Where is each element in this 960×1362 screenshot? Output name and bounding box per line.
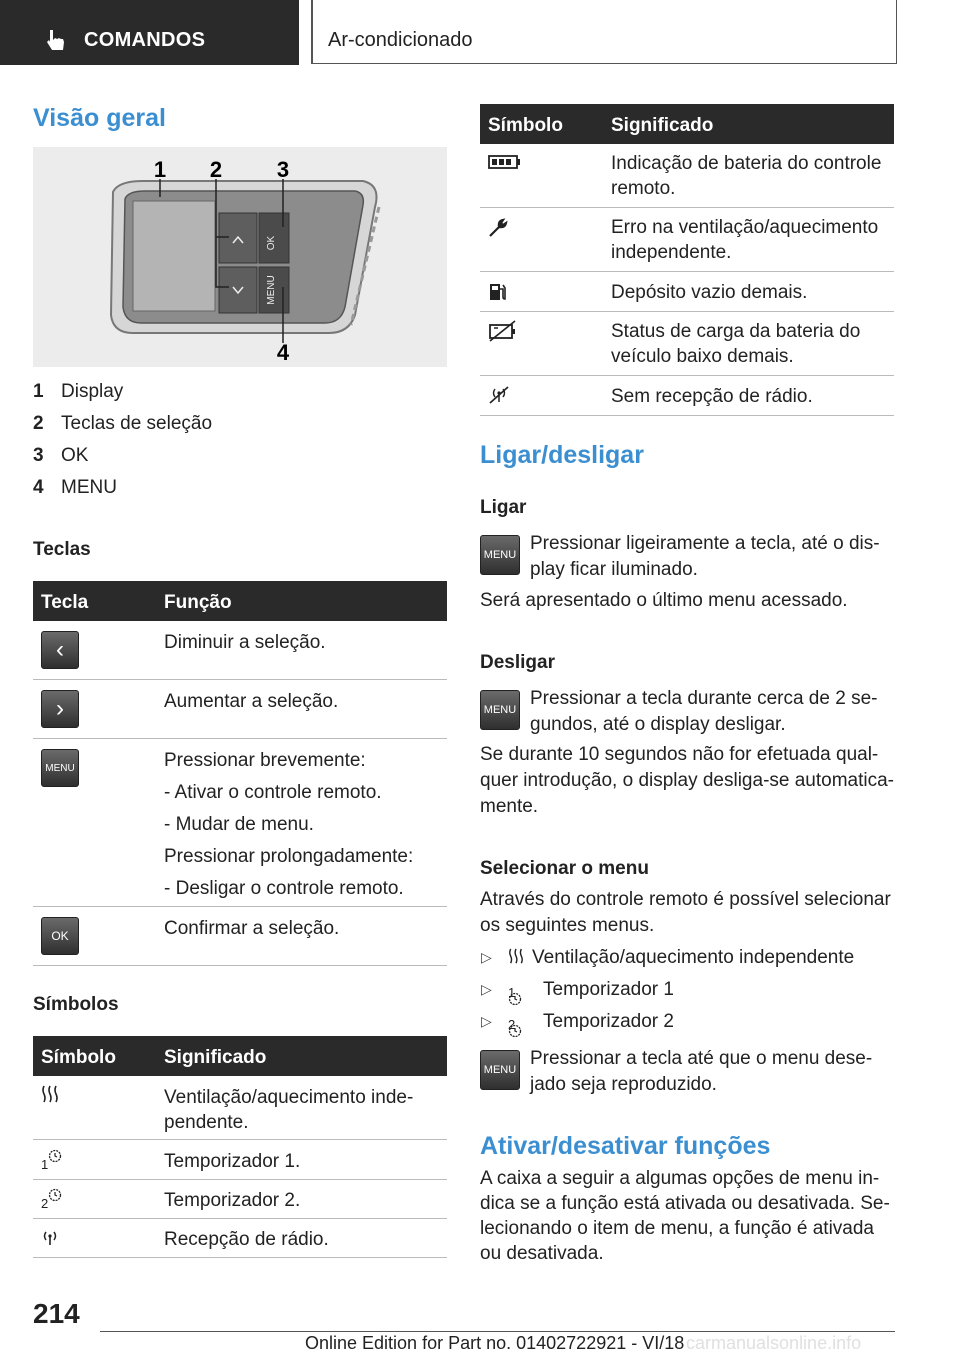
ventilation-icon (508, 948, 524, 966)
symbol-meaning: pendente. (164, 1112, 249, 1133)
legend-text: Teclas de seleção (61, 413, 213, 434)
key-function: - Ativar o controle remoto. (164, 782, 382, 803)
page-number: 214 (33, 1298, 80, 1329)
footer-divider (100, 1331, 895, 1332)
hand-pointer-icon (44, 28, 68, 54)
key-function: Pressionar prolongadamente: (164, 846, 414, 867)
left-key-icon: ‹ (41, 631, 79, 669)
off-instruction: gundos, até o display desligar. (530, 714, 786, 735)
table-row (33, 739, 447, 907)
symbols-col-symbol: Símbolo (41, 1047, 116, 1068)
menu-key-icon: MENU (41, 749, 79, 787)
legend-number: 4 (33, 477, 44, 498)
fob-ok-label: OK (266, 235, 277, 251)
toggle-functions-body: ou desativada. (480, 1243, 604, 1264)
select-menu-instruction: Pressionar a tecla até que o menu dese- (530, 1048, 873, 1069)
symbol-meaning: Temporizador 2. (164, 1190, 301, 1211)
symbol-meaning: Status de carga da bateria do (611, 321, 861, 342)
key-function: Aumentar a seleção. (164, 691, 339, 712)
key-function: Diminuir a seleção. (164, 632, 326, 653)
off-result: mente. (480, 796, 539, 817)
off-result: quer introdução, o display desliga-se automatica- (480, 770, 895, 791)
symbols-col-meaning: Significado (164, 1047, 267, 1068)
symbol-meaning: independente. (611, 242, 732, 263)
bullet-marker: ▷ (481, 981, 492, 997)
fob-label-2: 2 (209, 157, 223, 182)
legend-number: 1 (33, 381, 44, 402)
table-row (480, 272, 894, 312)
off-heading: Desligar (480, 652, 555, 673)
toggle-functions-body: dica se a função está ativada ou desativada. Se- (480, 1193, 890, 1214)
fob-label-1: 1 (153, 157, 167, 182)
toggle-functions-title: Ativar/desativar funções (480, 1132, 771, 1160)
table-row (480, 376, 894, 416)
symbol-meaning: Ventilação/aquecimento inde- (164, 1087, 414, 1108)
bullet-marker: ▷ (481, 1013, 492, 1029)
table-row (33, 1140, 447, 1180)
wrench-icon (488, 218, 508, 238)
select-menu-intro: Através do controle remoto é possível selecionar (480, 889, 891, 910)
on-heading: Ligar (480, 497, 527, 518)
chapter-title: Ar-condicionado (328, 29, 473, 51)
table-row (33, 680, 447, 739)
on-result: Será apresentado o último menu acessado. (480, 590, 848, 611)
edition-text: Online Edition for Part no. 01402722921 - VI/18 (305, 1333, 685, 1353)
timer-1-icon: 1 (508, 985, 522, 1017)
off-instruction: Pressionar a tecla durante cerca de 2 se- (530, 688, 878, 709)
right-key-icon: › (41, 690, 79, 728)
key-function: - Mudar de menu. (164, 814, 314, 835)
chapter-tab (311, 0, 897, 64)
timer-2-icon: 2 (41, 1188, 62, 1207)
bullet-text: Temporizador 1 (543, 979, 674, 1000)
keys-col-key: Tecla (41, 592, 89, 613)
table-row (33, 621, 447, 680)
radio-reception-icon (41, 1229, 59, 1247)
watermark: carmanualsonline.info (686, 1333, 862, 1353)
bullet-text: Temporizador 2 (543, 1011, 674, 1032)
on-instruction: Pressionar ligeiramente a tecla, até o dis- (530, 533, 880, 554)
off-result: Se durante 10 segundos não for efetuada qual- (480, 744, 879, 765)
symbols-heading: Símbolos (33, 994, 119, 1015)
symbol-meaning: veículo baixo demais. (611, 346, 794, 367)
select-menu-heading: Selecionar o menu (480, 858, 649, 879)
section-tab (0, 0, 299, 65)
bullet-text: Ventilação/aquecimento independente (532, 947, 855, 968)
table-row (33, 1180, 447, 1219)
section-title: COMANDOS (84, 29, 206, 51)
menu-key-icon: MENU (480, 1050, 520, 1090)
select-menu-instruction: jado seja reproduzido. (530, 1074, 717, 1095)
battery-icon (488, 154, 522, 170)
table-row (33, 1219, 447, 1258)
on-off-title: Ligar/desligar (480, 441, 644, 469)
toggle-functions-body: lecionando o item de menu, a função é ativada (480, 1218, 874, 1239)
symbol-meaning: Erro na ventilação/aquecimento (611, 217, 879, 238)
table-row (480, 312, 894, 376)
table-row (480, 208, 894, 272)
keys-col-function: Função (164, 592, 232, 613)
select-menu-intro: os seguintes menus. (480, 915, 655, 936)
key-function: - Desligar o controle remoto. (164, 878, 404, 899)
symbols-table-header (33, 1036, 447, 1076)
symbols-col-meaning: Significado (611, 115, 714, 136)
battery-low-icon (488, 320, 518, 342)
no-radio-icon (488, 385, 510, 405)
bullet-marker: ▷ (481, 949, 492, 965)
symbols-table-header-right (480, 104, 894, 144)
legend-text: MENU (61, 477, 117, 498)
key-function: Confirmar a seleção. (164, 918, 340, 939)
menu-key-icon: MENU (480, 535, 520, 575)
key-fob-figure (33, 147, 447, 367)
symbol-meaning: Indicação de bateria do controle (611, 153, 882, 174)
keys-heading: Teclas (33, 539, 91, 560)
symbol-meaning: Recepção de rádio. (164, 1229, 329, 1250)
fob-label-4: 4 (276, 340, 290, 365)
key-function: Pressionar brevemente: (164, 750, 366, 771)
symbol-meaning: remoto. (611, 178, 676, 199)
keys-table-header (33, 581, 447, 621)
timer-1-icon: 1 (41, 1149, 62, 1168)
on-instruction: play ficar iluminado. (530, 559, 698, 580)
fob-label-3: 3 (276, 157, 290, 182)
symbol-meaning: Sem recepção de rádio. (611, 386, 813, 407)
menu-key-icon: MENU (480, 690, 520, 730)
key-fob-illustration (33, 147, 447, 367)
timer-2-icon: 2 (508, 1017, 522, 1049)
legend-number: 2 (33, 413, 44, 434)
overview-title: Visão geral (33, 104, 166, 132)
table-row (33, 1076, 447, 1140)
legend-number: 3 (33, 445, 44, 466)
symbol-meaning: Depósito vazio demais. (611, 282, 808, 303)
symbols-col-symbol: Símbolo (488, 115, 563, 136)
toggle-functions-body: A caixa a seguir a algumas opções de menu in- (480, 1168, 880, 1189)
legend-text: OK (61, 445, 89, 466)
legend-text: Display (61, 381, 124, 402)
symbol-meaning: Temporizador 1. (164, 1151, 301, 1172)
fuel-pump-icon (488, 282, 508, 302)
ventilation-icon (41, 1085, 59, 1105)
fob-menu-label: MENU (266, 275, 277, 305)
ok-key-icon: OK (41, 917, 79, 955)
table-row (33, 907, 447, 966)
table-row (480, 144, 894, 208)
